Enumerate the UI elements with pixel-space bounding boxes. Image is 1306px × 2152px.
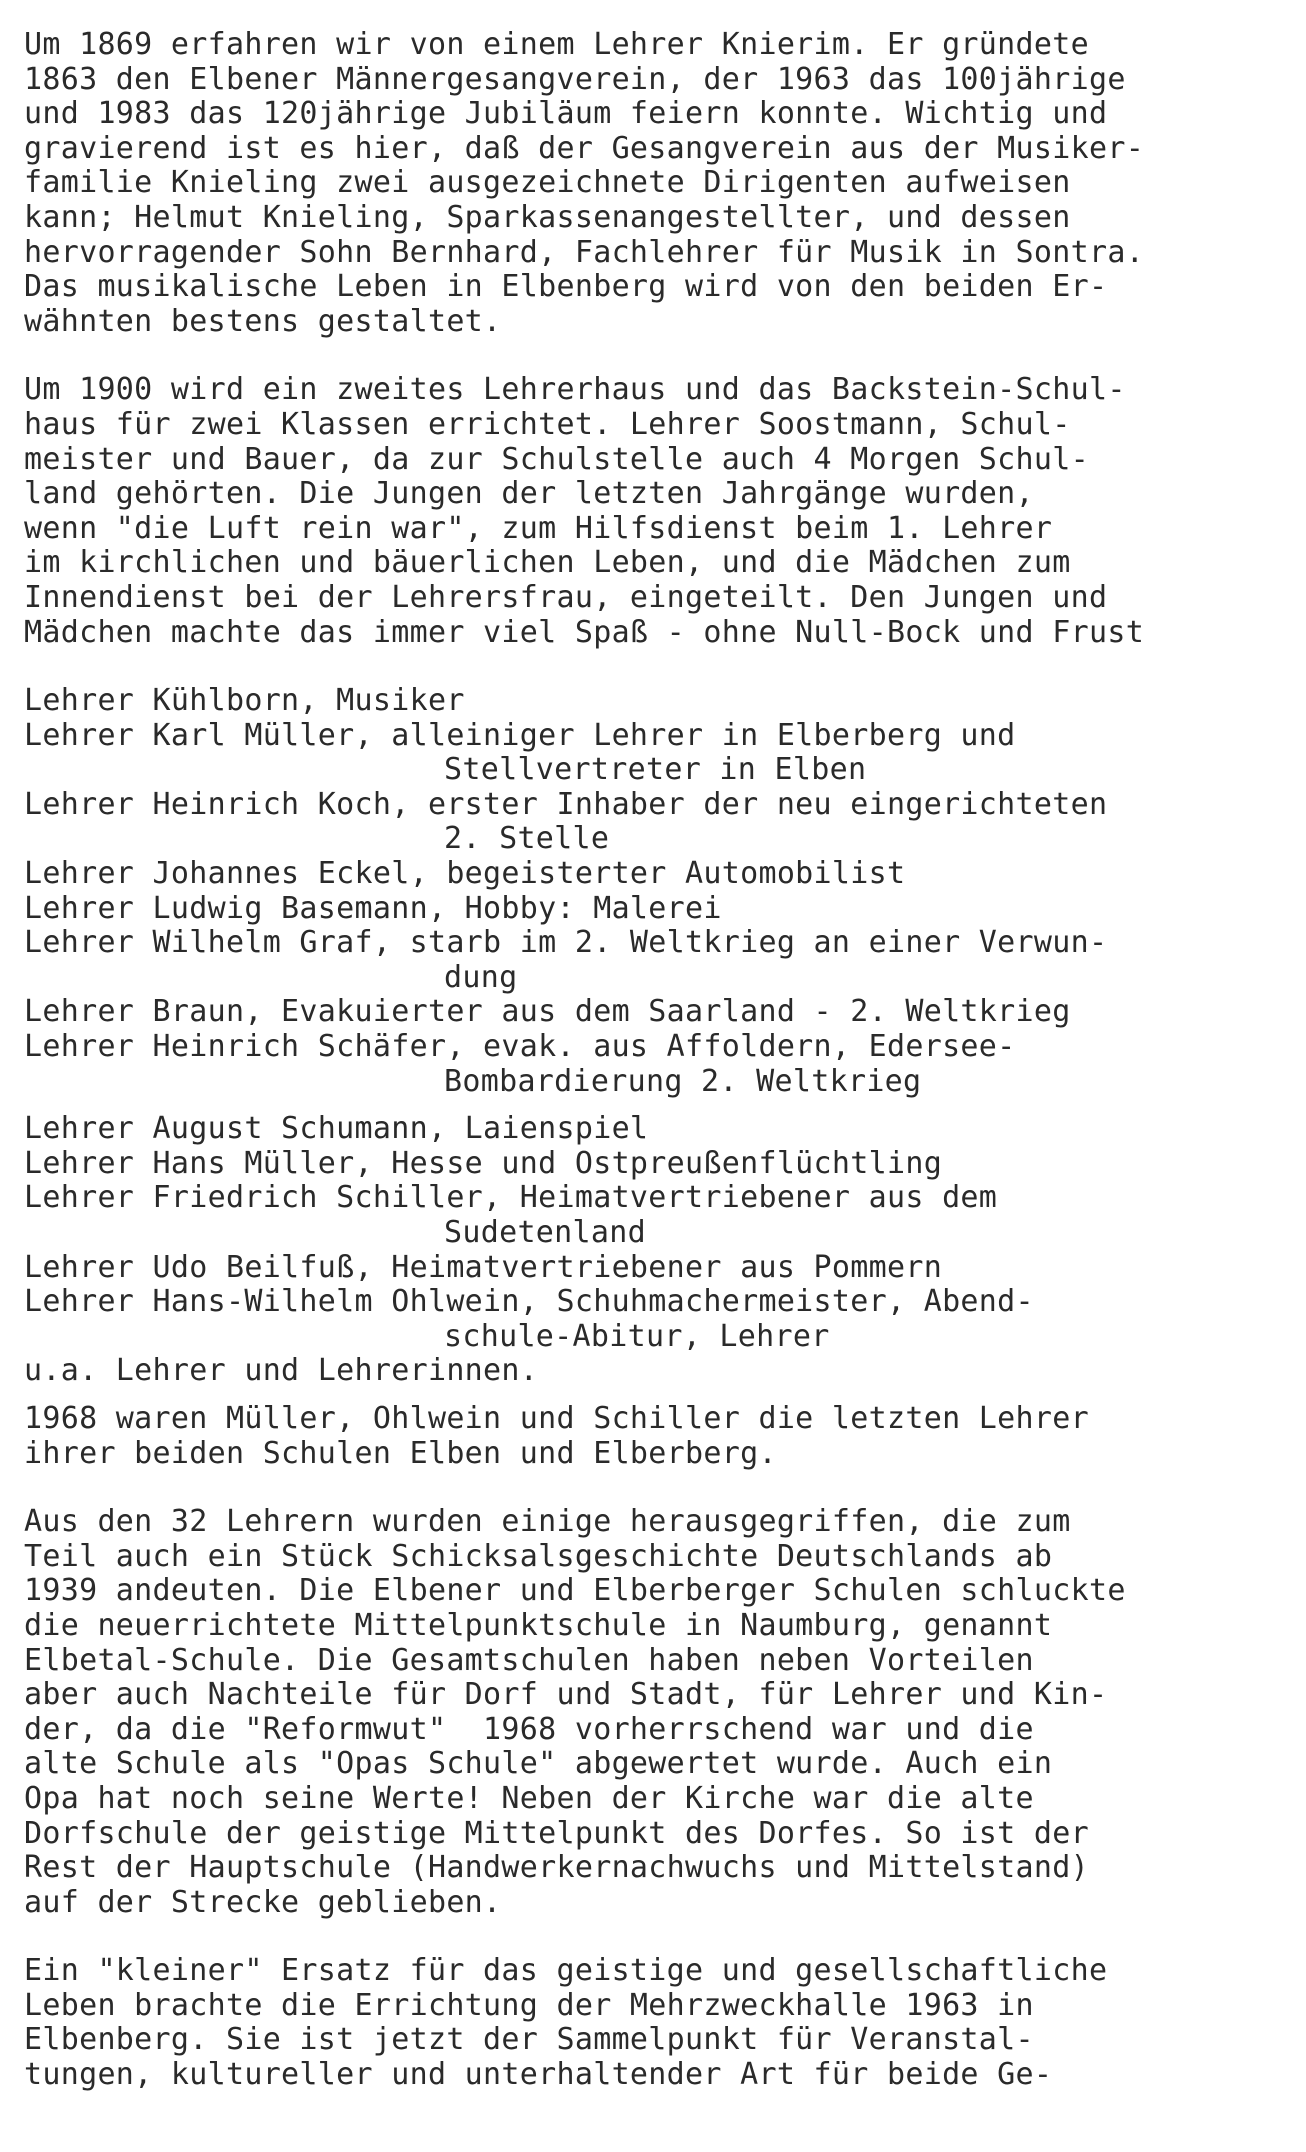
teacher-list-tail: u.a. Lehrer und Lehrerinnen. [24,1353,539,1389]
text-line: Leben brachte die Errichtung der Mehrzweckhalle 1963 in [24,1987,1034,2023]
teacher-entry: Lehrer Braun, Evakuierter aus dem Saarland - 2. Weltkrieg [24,994,1071,1030]
text-line: meister und Bauer, da zur Schulstelle auch 4 Morgen Schul- [24,441,1089,477]
text-line: hervorragender Sohn Bernhard, Fachlehrer für Musik in Sontra. [24,234,1145,270]
text-line: im kirchlichen und bäuerlichen Leben, und die Mädchen zum [24,545,1071,581]
teacher-entry-continuation: 2. Stelle [444,821,610,857]
paragraph-1 [24,28,1304,339]
document-page [24,28,1304,2093]
text-line: tungen, kultureller und unterhaltender Art für beide Ge- [24,2057,1053,2093]
paragraph-2 [24,373,1304,650]
paragraph-4 [24,1505,1304,1920]
text-line: Elbenberg. Sie ist jetzt der Sammelpunkt für Veranstal- [24,2022,1034,2058]
text-line: Teil auch ein Stück Schicksalsgeschichte Deutschlands ab [24,1538,1053,1574]
teacher-entry: Lehrer August Schumann, Laienspiel [24,1111,649,1147]
text-line: Mädchen machte das immer viel Spaß - ohne Null-Bock und Frust [24,614,1145,650]
teacher-entry: Lehrer Heinrich Schäfer, evak. aus Affoldern, Edersee- [24,1029,1016,1065]
text-line: Opa hat noch seine Werte! Neben der Kirche war die alte [24,1780,1034,1816]
text-line: Innendienst bei der Lehrersfrau, eingeteilt. Den Jungen und [24,579,1108,615]
text-line: wenn "die Luft rein war", zum Hilfsdienst beim 1. Lehrer [24,510,1053,546]
text-line: wähnten bestens gestaltet. [24,303,502,339]
teacher-entry: Lehrer Johannes Eckel, begeisterter Automobilist [24,856,906,892]
teacher-entry-continuation: Stellvertreter in Elben [444,752,867,788]
teacher-entry: Lehrer Heinrich Koch, erster Inhaber der neu eingerichteten [24,786,1108,822]
text-line: alte Schule als "Opas Schule" abgewertet wurde. Auch ein [24,1746,1053,1782]
teacher-entry-continuation: schule-Abitur, Lehrer [444,1318,830,1354]
teacher-entry: Lehrer Hans-Wilhelm Ohlwein, Schuhmachermeister, Abend- [24,1284,1034,1320]
paragraph-3 [24,1402,1304,1471]
text-line: familie Knieling zwei ausgezeichnete Dirigenten aufweisen [24,165,1071,201]
text-line: Ein "kleiner" Ersatz für das geistige und gesellschaftliche [24,1953,1108,1989]
text-line: gravierend ist es hier, daß der Gesangverein aus der Musiker- [24,130,1145,166]
teacher-entry-continuation: Bombardierung 2. Weltkrieg [444,1063,922,1099]
text-line: Rest der Hauptschule (Handwerkernachwuchs und Mittelstand) [24,1850,1089,1886]
teacher-entry: Lehrer Udo Beilfuß, Heimatvertriebener aus Pommern [24,1249,943,1285]
text-line: aber auch Nachteile für Dorf und Stadt, für Lehrer und Kin- [24,1677,1108,1713]
text-line: auf der Strecke geblieben. [24,1884,502,1920]
paragraph-5 [24,1954,1304,2092]
teacher-entry: Lehrer Hans Müller, Hesse und Ostpreußenflüchtling [24,1145,943,1181]
teacher-list-a [24,684,1304,1099]
text-line: ihrer beiden Schulen Elben und Elberberg. [24,1435,777,1471]
teacher-list-b [24,1112,1304,1389]
teacher-entry-continuation: Sudetenland [444,1215,646,1250]
text-line: Um 1900 wird ein zweites Lehrerhaus und das Backstein-Schul- [24,372,1126,408]
text-line: der, da die "Reformwut" 1968 vorherrschend war und die [24,1711,1034,1747]
teacher-entry: Lehrer Friedrich Schiller, Heimatvertriebener aus dem [24,1180,998,1216]
text-line: haus für zwei Klassen errichtet. Lehrer Soostmann, Schul- [24,406,1071,442]
text-line: 1968 waren Müller, Ohlwein und Schiller die letzten Lehrer [24,1400,1089,1436]
text-line: land gehörten. Die Jungen der letzten Jahrgänge wurden, [24,476,1034,512]
text-line: Elbetal-Schule. Die Gesamtschulen haben neben Vorteilen [24,1642,1034,1678]
teacher-entry: Lehrer Kühlborn, Musiker [24,683,465,719]
teacher-entry-continuation: dung [444,959,518,995]
text-line: kann; Helmut Knieling, Sparkassenangestellter, und dessen [24,199,1071,235]
text-line: Dorfschule der geistige Mittelpunkt des Dorfes. So ist der [24,1815,1089,1851]
text-line: 1863 den Elbener Männergesangverein, der 1963 das 100jährige [24,61,1126,97]
text-line: Um 1869 erfahren wir von einem Lehrer Knierim. Er gründete [24,27,1089,62]
text-line: und 1983 das 120jährige Jubiläum feiern konnte. Wichtig und [24,96,1108,132]
text-line: Aus den 32 Lehrern wurden einige herausgegriffen, die zum [24,1504,1071,1540]
teacher-entry: Lehrer Ludwig Basemann, Hobby: Malerei [24,890,722,926]
text-line: 1939 andeuten. Die Elbener und Elberberger Schulen schluckte [24,1573,1126,1609]
text-line: Das musikalische Leben in Elbenberg wird von den beiden Er- [24,269,1108,305]
teacher-entry: Lehrer Karl Müller, alleiniger Lehrer in Elberberg und [24,717,1016,753]
text-line: die neuerrichtete Mittelpunktschule in Naumburg, genannt [24,1607,1053,1643]
teacher-entry: Lehrer Wilhelm Graf, starb im 2. Weltkrieg an einer Verwun- [24,925,1108,961]
